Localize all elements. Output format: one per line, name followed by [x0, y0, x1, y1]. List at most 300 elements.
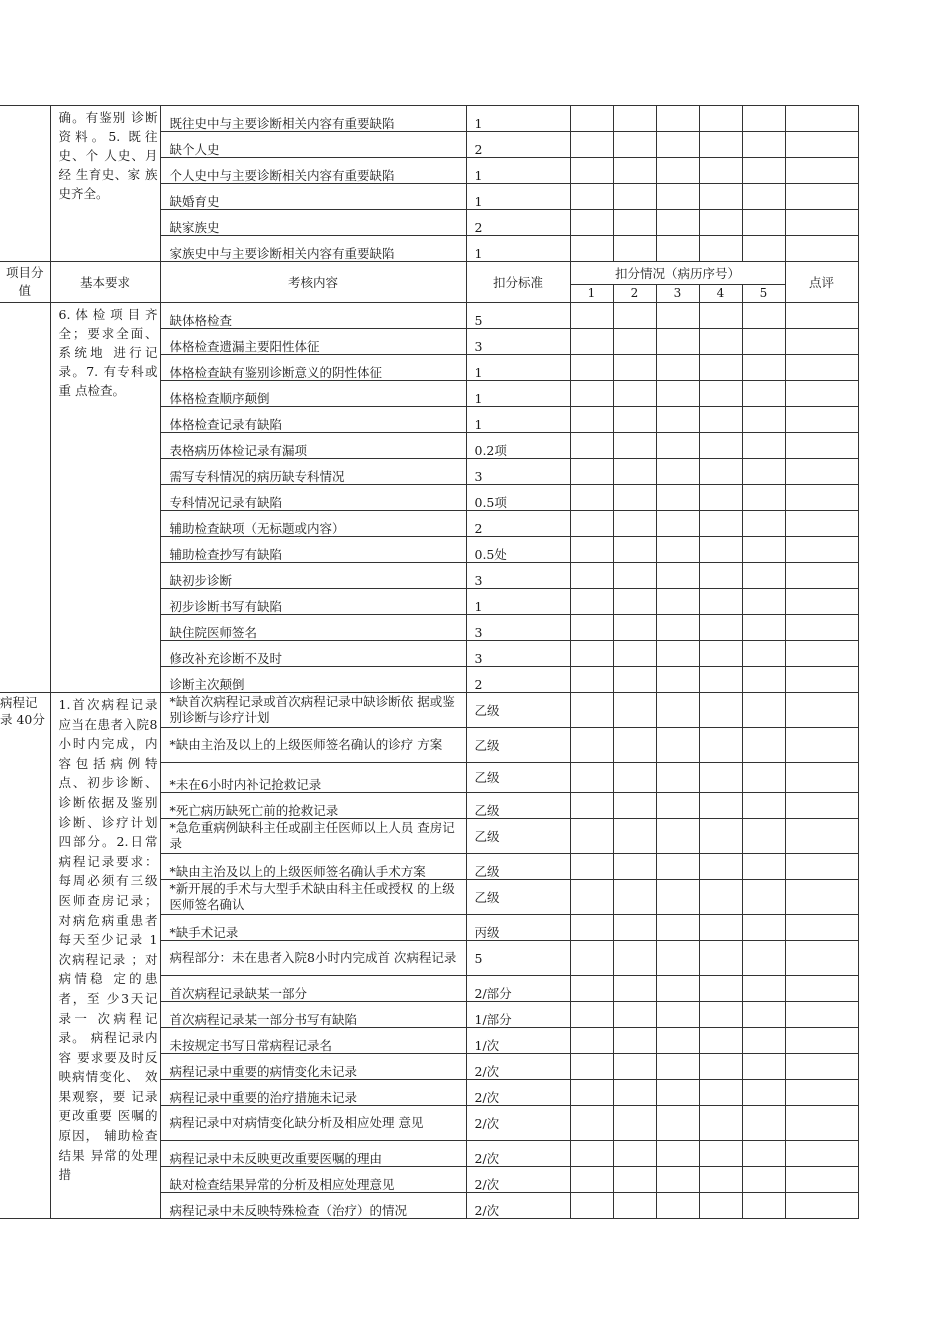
standard-cell: 2/次	[466, 1167, 570, 1193]
standard-cell: 2	[466, 511, 570, 537]
standard-cell: 2	[466, 667, 570, 693]
case-cell[interactable]	[613, 106, 656, 132]
case-cell[interactable]	[613, 511, 656, 537]
case-cell[interactable]	[699, 407, 742, 433]
case-cell[interactable]	[742, 915, 785, 941]
comment-cell[interactable]	[785, 537, 858, 563]
case-cell[interactable]	[742, 1028, 785, 1054]
content-cell: 缺初步诊断	[160, 563, 466, 589]
case-cell[interactable]	[570, 485, 613, 511]
case-cell[interactable]	[742, 589, 785, 615]
case-cell[interactable]	[656, 589, 699, 615]
case-cell[interactable]	[656, 537, 699, 563]
case-cell[interactable]	[742, 819, 785, 854]
case-cell[interactable]	[570, 303, 613, 329]
case-cell[interactable]	[613, 728, 656, 763]
standard-cell: 3	[466, 563, 570, 589]
case-cell[interactable]	[613, 1028, 656, 1054]
case-cell[interactable]	[613, 459, 656, 485]
case-cell[interactable]	[656, 184, 699, 210]
comment-cell[interactable]	[785, 355, 858, 381]
case-cell[interactable]	[613, 763, 656, 793]
case-cell[interactable]	[613, 158, 656, 184]
comment-cell[interactable]	[785, 381, 858, 407]
case-cell[interactable]	[742, 793, 785, 819]
standard-cell: 2	[466, 132, 570, 158]
case-cell[interactable]	[570, 615, 613, 641]
content-cell: 缺家族史	[160, 210, 466, 236]
content-cell: 病程记录中重要的病情变化未记录	[160, 1054, 466, 1080]
case-cell[interactable]	[699, 880, 742, 915]
comment-cell[interactable]	[785, 693, 858, 728]
case-cell[interactable]	[570, 537, 613, 563]
case-cell[interactable]	[699, 615, 742, 641]
table-header	[0, 262, 858, 303]
case-cell[interactable]	[699, 915, 742, 941]
case-cell[interactable]	[656, 1028, 699, 1054]
standard-cell: 5	[466, 941, 570, 976]
case-cell[interactable]	[570, 433, 613, 459]
case-cell[interactable]	[656, 641, 699, 667]
case-cell[interactable]	[656, 941, 699, 976]
comment-cell[interactable]	[785, 407, 858, 433]
comment-cell[interactable]	[785, 641, 858, 667]
header-row	[0, 262, 858, 285]
comment-cell[interactable]	[785, 433, 858, 459]
case-cell[interactable]	[656, 407, 699, 433]
case-cell[interactable]	[699, 976, 742, 1002]
case-cell[interactable]	[613, 355, 656, 381]
case-cell[interactable]	[613, 854, 656, 880]
case-cell[interactable]	[613, 485, 656, 511]
case-cell[interactable]	[742, 763, 785, 793]
standard-cell: 乙级	[466, 793, 570, 819]
comment-cell[interactable]	[785, 236, 858, 262]
comment-cell[interactable]	[785, 915, 858, 941]
case-cell[interactable]	[742, 158, 785, 184]
comment-cell[interactable]	[785, 667, 858, 693]
table-row	[0, 303, 858, 329]
comment-cell[interactable]	[785, 589, 858, 615]
header-item-score: 项目分值	[0, 262, 50, 303]
case-cell[interactable]	[656, 355, 699, 381]
case-cell[interactable]	[570, 589, 613, 615]
content-cell: 体格检查遗漏主要阳性体征	[160, 329, 466, 355]
case-cell[interactable]	[699, 1106, 742, 1141]
content-cell: 个人史中与主要诊断相关内容有重要缺陷	[160, 158, 466, 184]
content-cell: 缺住院医师签名	[160, 615, 466, 641]
case-cell[interactable]	[699, 563, 742, 589]
content-cell: *未在6小时内补记抢救记录	[160, 763, 466, 793]
case-cell[interactable]	[613, 381, 656, 407]
case-cell[interactable]	[699, 511, 742, 537]
content-cell: 病程记录中重要的治疗措施未记录	[160, 1080, 466, 1106]
basic-requirement-cell: 6.体检项目齐全；要求全面、系统地 进行记录。7. 有专科或重 点检查。	[50, 303, 160, 693]
case-cell[interactable]	[570, 1028, 613, 1054]
header-deduction-standard: 扣分标准	[466, 262, 570, 303]
comment-cell[interactable]	[785, 106, 858, 132]
comment-cell[interactable]	[785, 1141, 858, 1167]
case-cell[interactable]	[656, 563, 699, 589]
content-cell: 辅助检查抄写有缺陷	[160, 537, 466, 563]
case-cell[interactable]	[570, 693, 613, 728]
case-cell[interactable]	[742, 184, 785, 210]
content-cell: 缺对检查结果异常的分析及相应处理意见	[160, 1167, 466, 1193]
case-cell[interactable]	[656, 158, 699, 184]
comment-cell[interactable]	[785, 329, 858, 355]
comment-cell[interactable]	[785, 1002, 858, 1028]
case-cell[interactable]	[613, 1002, 656, 1028]
case-cell[interactable]	[613, 1193, 656, 1219]
case-cell[interactable]	[570, 511, 613, 537]
case-cell[interactable]	[656, 485, 699, 511]
case-cell[interactable]	[742, 976, 785, 1002]
case-cell[interactable]	[742, 132, 785, 158]
case-cell[interactable]	[570, 763, 613, 793]
content-cell: 体格检查记录有缺陷	[160, 407, 466, 433]
comment-cell[interactable]	[785, 158, 858, 184]
case-cell[interactable]	[613, 1167, 656, 1193]
case-cell[interactable]	[570, 819, 613, 854]
case-cell[interactable]	[613, 433, 656, 459]
case-cell[interactable]	[699, 433, 742, 459]
comment-cell[interactable]	[785, 459, 858, 485]
case-cell[interactable]	[570, 1193, 613, 1219]
case-cell[interactable]	[699, 329, 742, 355]
case-cell[interactable]	[699, 1028, 742, 1054]
case-cell[interactable]	[656, 106, 699, 132]
case-cell[interactable]	[742, 693, 785, 728]
case-cell[interactable]	[570, 132, 613, 158]
case-cell[interactable]	[656, 210, 699, 236]
standard-cell: 乙级	[466, 728, 570, 763]
comment-cell[interactable]	[785, 1106, 858, 1141]
case-cell[interactable]	[699, 1193, 742, 1219]
case-cell[interactable]	[699, 355, 742, 381]
comment-cell[interactable]	[785, 941, 858, 976]
case-cell[interactable]	[699, 537, 742, 563]
case-cell[interactable]	[613, 941, 656, 976]
case-cell[interactable]	[699, 1054, 742, 1080]
case-cell[interactable]	[742, 303, 785, 329]
case-cell[interactable]	[742, 563, 785, 589]
case-cell[interactable]	[742, 433, 785, 459]
comment-cell[interactable]	[785, 1080, 858, 1106]
progress-note-block	[0, 693, 858, 1219]
standard-cell: 1	[466, 106, 570, 132]
comment-cell[interactable]	[785, 1167, 858, 1193]
header-case-number: 2	[613, 285, 656, 303]
case-cell[interactable]	[613, 329, 656, 355]
comment-cell[interactable]	[785, 184, 858, 210]
standard-cell: 2/部分	[466, 976, 570, 1002]
case-cell[interactable]	[570, 1141, 613, 1167]
header-case-number: 4	[699, 285, 742, 303]
case-cell[interactable]	[570, 854, 613, 880]
case-cell[interactable]	[699, 158, 742, 184]
comment-cell[interactable]	[785, 563, 858, 589]
comment-cell[interactable]	[785, 1054, 858, 1080]
case-cell[interactable]	[699, 303, 742, 329]
case-cell[interactable]	[656, 1080, 699, 1106]
case-cell[interactable]	[656, 1141, 699, 1167]
case-cell[interactable]	[570, 106, 613, 132]
case-cell[interactable]	[699, 728, 742, 763]
case-cell[interactable]	[742, 1106, 785, 1141]
case-cell[interactable]	[613, 1080, 656, 1106]
case-cell[interactable]	[656, 880, 699, 915]
case-cell[interactable]	[699, 1080, 742, 1106]
comment-cell[interactable]	[785, 303, 858, 329]
standard-cell: 0.5项	[466, 485, 570, 511]
case-cell[interactable]	[570, 641, 613, 667]
case-cell[interactable]	[699, 589, 742, 615]
case-cell[interactable]	[742, 1141, 785, 1167]
case-cell[interactable]	[656, 303, 699, 329]
case-cell[interactable]	[742, 1193, 785, 1219]
case-cell[interactable]	[699, 941, 742, 976]
case-cell[interactable]	[613, 1141, 656, 1167]
content-cell: 病程记录中对病情变化缺分析及相应处理 意见	[160, 1106, 466, 1141]
content-cell: 病程记录中未反映特殊检查（治疗）的情况	[160, 1193, 466, 1219]
case-cell[interactable]	[742, 537, 785, 563]
case-cell[interactable]	[656, 976, 699, 1002]
comment-cell[interactable]	[785, 1028, 858, 1054]
case-cell[interactable]	[742, 1080, 785, 1106]
case-cell[interactable]	[570, 158, 613, 184]
case-cell[interactable]	[742, 615, 785, 641]
case-cell[interactable]	[742, 728, 785, 763]
case-cell[interactable]	[656, 693, 699, 728]
case-cell[interactable]	[570, 329, 613, 355]
case-cell[interactable]	[742, 1054, 785, 1080]
case-cell[interactable]	[656, 915, 699, 941]
case-cell[interactable]	[656, 615, 699, 641]
standard-cell: 1	[466, 236, 570, 262]
case-cell[interactable]	[613, 880, 656, 915]
case-cell[interactable]	[699, 1002, 742, 1028]
case-cell[interactable]	[570, 381, 613, 407]
case-cell[interactable]	[656, 1054, 699, 1080]
content-cell: 缺个人史	[160, 132, 466, 158]
case-cell[interactable]	[570, 1167, 613, 1193]
case-cell[interactable]	[570, 210, 613, 236]
item-score-cell	[0, 106, 50, 262]
case-cell[interactable]	[742, 1167, 785, 1193]
case-cell[interactable]	[570, 459, 613, 485]
case-cell[interactable]	[570, 793, 613, 819]
standard-cell: 2/次	[466, 1080, 570, 1106]
case-cell[interactable]	[699, 132, 742, 158]
case-cell[interactable]	[699, 106, 742, 132]
case-cell[interactable]	[613, 667, 656, 693]
standard-cell: 0.5处	[466, 537, 570, 563]
case-cell[interactable]	[699, 459, 742, 485]
case-cell[interactable]	[613, 184, 656, 210]
case-cell[interactable]	[656, 236, 699, 262]
comment-cell[interactable]	[785, 854, 858, 880]
case-cell[interactable]	[699, 667, 742, 693]
case-cell[interactable]	[570, 355, 613, 381]
case-cell[interactable]	[656, 793, 699, 819]
case-cell[interactable]	[613, 819, 656, 854]
case-cell[interactable]	[570, 1080, 613, 1106]
case-cell[interactable]	[570, 880, 613, 915]
comment-cell[interactable]	[785, 880, 858, 915]
scoring-sheet	[0, 105, 858, 1219]
case-cell[interactable]	[613, 693, 656, 728]
case-cell[interactable]	[656, 854, 699, 880]
content-cell: *急危重病例缺科主任或副主任医师以上人员 查房记录	[160, 819, 466, 854]
content-cell: 病程部分：未在患者入院8小时内完成首 次病程记录	[160, 941, 466, 976]
case-cell[interactable]	[570, 976, 613, 1002]
case-cell[interactable]	[570, 1054, 613, 1080]
case-cell[interactable]	[656, 819, 699, 854]
comment-cell[interactable]	[785, 210, 858, 236]
case-cell[interactable]	[742, 106, 785, 132]
case-cell[interactable]	[570, 1002, 613, 1028]
standard-cell: 2/次	[466, 1193, 570, 1219]
case-cell[interactable]	[656, 1002, 699, 1028]
case-cell[interactable]	[570, 407, 613, 433]
case-cell[interactable]	[613, 537, 656, 563]
case-cell[interactable]	[742, 355, 785, 381]
case-cell[interactable]	[656, 381, 699, 407]
content-cell: 修改补充诊断不及时	[160, 641, 466, 667]
case-cell[interactable]	[742, 880, 785, 915]
comment-cell[interactable]	[785, 728, 858, 763]
case-cell[interactable]	[699, 693, 742, 728]
case-cell[interactable]	[699, 184, 742, 210]
case-cell[interactable]	[656, 132, 699, 158]
case-cell[interactable]	[742, 641, 785, 667]
case-cell[interactable]	[656, 1167, 699, 1193]
case-cell[interactable]	[656, 329, 699, 355]
case-cell[interactable]	[613, 563, 656, 589]
standard-cell: 2/次	[466, 1141, 570, 1167]
case-cell[interactable]	[742, 381, 785, 407]
case-cell[interactable]	[656, 459, 699, 485]
case-cell[interactable]	[613, 589, 656, 615]
case-cell[interactable]	[613, 976, 656, 1002]
case-cell[interactable]	[613, 210, 656, 236]
standard-cell: 1/部分	[466, 1002, 570, 1028]
header-case-number: 1	[570, 285, 613, 303]
standard-cell: 1	[466, 158, 570, 184]
case-cell[interactable]	[613, 407, 656, 433]
standard-cell: 3	[466, 459, 570, 485]
case-cell[interactable]	[613, 303, 656, 329]
case-cell[interactable]	[613, 1106, 656, 1141]
comment-cell[interactable]	[785, 763, 858, 793]
case-cell[interactable]	[570, 667, 613, 693]
case-cell[interactable]	[570, 184, 613, 210]
case-cell[interactable]	[742, 511, 785, 537]
case-cell[interactable]	[570, 728, 613, 763]
case-cell[interactable]	[742, 941, 785, 976]
case-cell[interactable]	[656, 763, 699, 793]
case-cell[interactable]	[699, 793, 742, 819]
case-cell[interactable]	[613, 1054, 656, 1080]
table-row	[0, 693, 858, 728]
case-cell[interactable]	[613, 641, 656, 667]
header-case-number: 3	[656, 285, 699, 303]
case-cell[interactable]	[699, 381, 742, 407]
comment-cell[interactable]	[785, 819, 858, 854]
case-cell[interactable]	[742, 854, 785, 880]
case-cell[interactable]	[742, 329, 785, 355]
case-cell[interactable]	[742, 667, 785, 693]
comment-cell[interactable]	[785, 132, 858, 158]
comment-cell[interactable]	[785, 511, 858, 537]
content-cell: 表格病历体检记录有漏项	[160, 433, 466, 459]
case-cell[interactable]	[699, 236, 742, 262]
case-cell[interactable]	[699, 1167, 742, 1193]
case-cell[interactable]	[656, 728, 699, 763]
case-cell[interactable]	[570, 941, 613, 976]
case-cell[interactable]	[742, 459, 785, 485]
medical-record-scoring-table	[0, 105, 859, 1219]
case-cell[interactable]	[656, 1193, 699, 1219]
content-cell: *缺手术记录	[160, 915, 466, 941]
content-cell: 首次病程记录某一部分书写有缺陷	[160, 1002, 466, 1028]
case-cell[interactable]	[613, 915, 656, 941]
case-cell[interactable]	[656, 433, 699, 459]
content-cell: 既往史中与主要诊断相关内容有重要缺陷	[160, 106, 466, 132]
standard-cell: 1	[466, 184, 570, 210]
case-cell[interactable]	[570, 1106, 613, 1141]
case-cell[interactable]	[656, 667, 699, 693]
standard-cell: 3	[466, 641, 570, 667]
case-cell[interactable]	[699, 641, 742, 667]
case-cell[interactable]	[742, 210, 785, 236]
case-cell[interactable]	[613, 793, 656, 819]
case-cell[interactable]	[613, 236, 656, 262]
comment-cell[interactable]	[785, 1193, 858, 1219]
content-cell: 家族史中与主要诊断相关内容有重要缺陷	[160, 236, 466, 262]
case-cell[interactable]	[699, 485, 742, 511]
case-cell[interactable]	[699, 854, 742, 880]
content-cell: 体格检查顺序颠倒	[160, 381, 466, 407]
comment-cell[interactable]	[785, 485, 858, 511]
content-cell: 辅助检查缺项（无标题或内容）	[160, 511, 466, 537]
case-cell[interactable]	[656, 511, 699, 537]
case-cell[interactable]	[699, 210, 742, 236]
comment-cell[interactable]	[785, 976, 858, 1002]
case-cell[interactable]	[570, 915, 613, 941]
case-cell[interactable]	[613, 615, 656, 641]
comment-cell[interactable]	[785, 615, 858, 641]
case-cell[interactable]	[570, 563, 613, 589]
case-cell[interactable]	[613, 132, 656, 158]
standard-cell: 1	[466, 355, 570, 381]
content-cell: 需写专科情况的病历缺专科情况	[160, 459, 466, 485]
case-cell[interactable]	[742, 236, 785, 262]
case-cell[interactable]	[570, 236, 613, 262]
case-cell[interactable]	[742, 407, 785, 433]
content-cell: 未按规定书写日常病程记录名	[160, 1028, 466, 1054]
standard-cell: 2	[466, 210, 570, 236]
case-cell[interactable]	[742, 1002, 785, 1028]
comment-cell[interactable]	[785, 793, 858, 819]
case-cell[interactable]	[699, 763, 742, 793]
case-cell[interactable]	[656, 1106, 699, 1141]
content-cell: *缺由主治及以上的上级医师签名确认的诊疗 方案	[160, 728, 466, 763]
case-cell[interactable]	[699, 1141, 742, 1167]
case-cell[interactable]	[742, 485, 785, 511]
header-deduction-situation: 扣分情况（病历序号）	[570, 262, 785, 285]
case-cell[interactable]	[699, 819, 742, 854]
